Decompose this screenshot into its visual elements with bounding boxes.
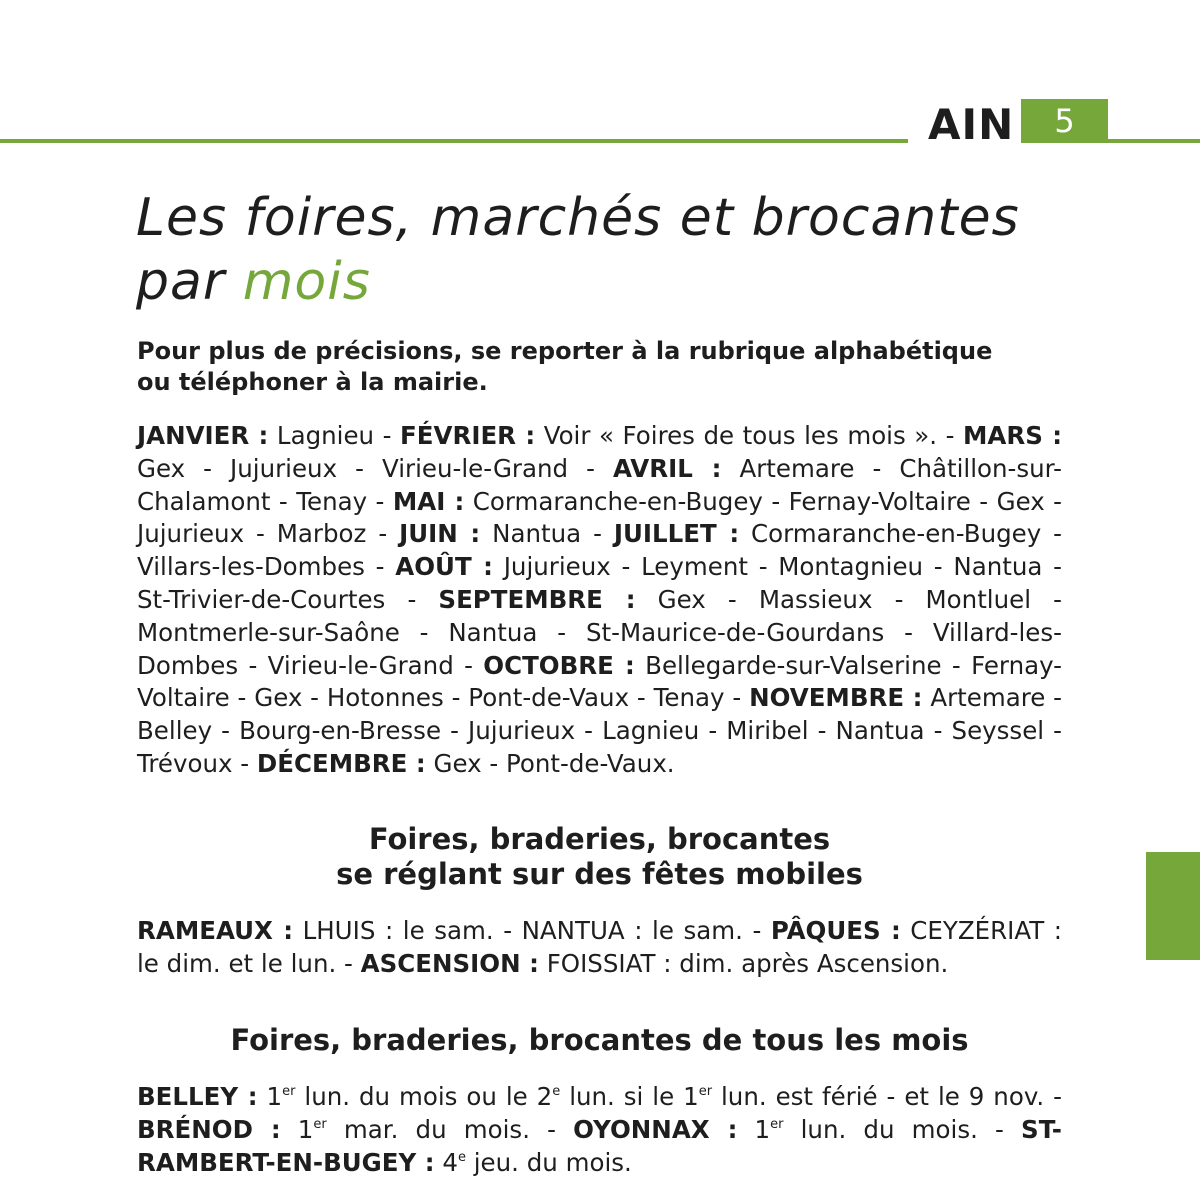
month-label: AOÛT : <box>395 552 493 582</box>
schedule-text: lun. du mois ou le 2 <box>295 1082 553 1111</box>
feast-text: LHUIS : le sam. - NANTUA : le sam. - <box>293 916 771 945</box>
month-towns: Artemare - Belley - Bourg-en-Bresse - Jujurieux - Lagnieu - Miribel - Nantua - Seyssel - Trévoux - <box>137 683 1063 778</box>
side-tab-marker <box>1146 852 1200 960</box>
town-label: OYONNAX : <box>573 1115 738 1144</box>
feast-label: RAMEAUX : <box>137 916 294 945</box>
department-title: AIN <box>928 100 1015 149</box>
month-label: SEPTEMBRE : <box>438 584 636 614</box>
intro-line-2: ou téléphoner à la mairie. <box>137 368 488 396</box>
town-label: BRÉNOD : <box>137 1115 281 1144</box>
month-towns: Cormaranche-en-Bugey - Villars-les-Dombes - <box>137 519 1062 582</box>
ordinal-number: 4 <box>434 1148 458 1177</box>
header-rule-left <box>0 139 908 143</box>
ordinal-suffix: e <box>552 1084 561 1099</box>
schedule-text: jeu. du mois. <box>465 1148 632 1177</box>
title-line-2 <box>136 250 1096 314</box>
ordinal-suffix: er <box>313 1117 327 1132</box>
schedule-text: lun. si le 1 <box>560 1082 699 1111</box>
section-mobile-title-line-2: se réglant sur des fêtes mobiles <box>336 857 863 891</box>
title-accent: mois <box>242 252 371 312</box>
page-title <box>136 186 1096 314</box>
section-mobile-title-line-1: Foires, braderies, brocantes <box>368 822 831 856</box>
month-label: MARS : <box>963 421 1062 450</box>
month-towns: Gex - Massieux - Montluel - Montmerle-sur-Saône - Nantua - St-Maurice-de-Gourdans - Villard-les-Dombes - Virieu-le-Grand - <box>137 584 1062 680</box>
ordinal-suffix: e <box>457 1150 466 1165</box>
schedule-text: lun. est férié - et le 9 nov. - <box>712 1082 1062 1111</box>
month-label: JANVIER : <box>137 421 269 450</box>
title-line-1: Les foires, marchés et brocantes <box>136 188 1020 248</box>
month-towns: Jujurieux - Leyment - Montagnieu - Nantua - St-Trivier-de-Courtes - <box>137 552 1062 614</box>
month-label: JUILLET : <box>613 519 740 549</box>
section-monthly-text <box>137 1080 1062 1179</box>
feast-label: PÂQUES : <box>770 916 901 945</box>
month-label: OCTOBRE : <box>483 650 635 680</box>
header-rule-right <box>1108 139 1200 143</box>
ordinal-suffix: er <box>770 1117 784 1132</box>
month-towns: Gex - Pont-de-Vaux. <box>425 748 675 778</box>
month-label: DÉCEMBRE : <box>256 748 426 778</box>
schedule-text: mar. du mois. - <box>326 1115 574 1144</box>
section-mobile-title <box>137 822 1062 892</box>
month-label: AVRIL : <box>613 453 722 483</box>
month-towns: Artemare - Châtillon-sur-Chalamont - Tenay - <box>137 453 1063 516</box>
town-label: ST-RAMBERT-EN-BUGEY : <box>137 1115 1062 1177</box>
ordinal-suffix: er <box>282 1084 296 1099</box>
title-prefix: par <box>136 252 243 312</box>
month-towns: Voir « Foires de tous les mois ». - <box>535 421 964 450</box>
ordinal-number: 1 <box>280 1115 314 1144</box>
month-label: NOVEMBRE : <box>749 683 923 713</box>
intro-note <box>137 336 1067 398</box>
month-label: FÉVRIER : <box>400 421 536 450</box>
months-paragraph <box>137 420 1062 781</box>
schedule-text: lun. du mois. - <box>783 1115 1022 1144</box>
ordinal-suffix: er <box>698 1084 713 1099</box>
feast-label: ASCENSION : <box>360 949 539 978</box>
month-label: MAI : <box>392 486 465 516</box>
town-label: BELLEY : <box>137 1082 258 1111</box>
feast-text: FOISSIAT : dim. après Ascension. <box>538 949 949 978</box>
month-towns: Gex - Jujurieux - Virieu-le-Grand - <box>137 453 613 483</box>
month-towns: Lagnieu - <box>268 421 401 450</box>
month-towns: Bellegarde-sur-Valserine - Fernay-Voltaire - Gex - Hotonnes - Pont-de-Vaux - Tenay - <box>137 650 1063 713</box>
feast-text: CEYZÉRIAT : le dim. et le lun. - <box>137 916 1063 978</box>
intro-line-1: Pour plus de précisions, se reporter à la rubrique alphabétique <box>137 337 993 365</box>
section-mobile-text <box>137 914 1062 980</box>
section-monthly-title: Foires, braderies, brocantes de tous les mois <box>230 1023 969 1057</box>
month-towns: Nantua - <box>480 519 614 549</box>
month-label: JUIN : <box>399 519 481 549</box>
ordinal-number: 1 <box>257 1082 283 1111</box>
month-towns: Cormaranche-en-Bugey - Fernay-Voltaire - Gex - Jujurieux - Marboz - <box>137 486 1062 549</box>
page-number: 5 <box>1021 99 1108 143</box>
ordinal-number: 1 <box>737 1115 771 1144</box>
